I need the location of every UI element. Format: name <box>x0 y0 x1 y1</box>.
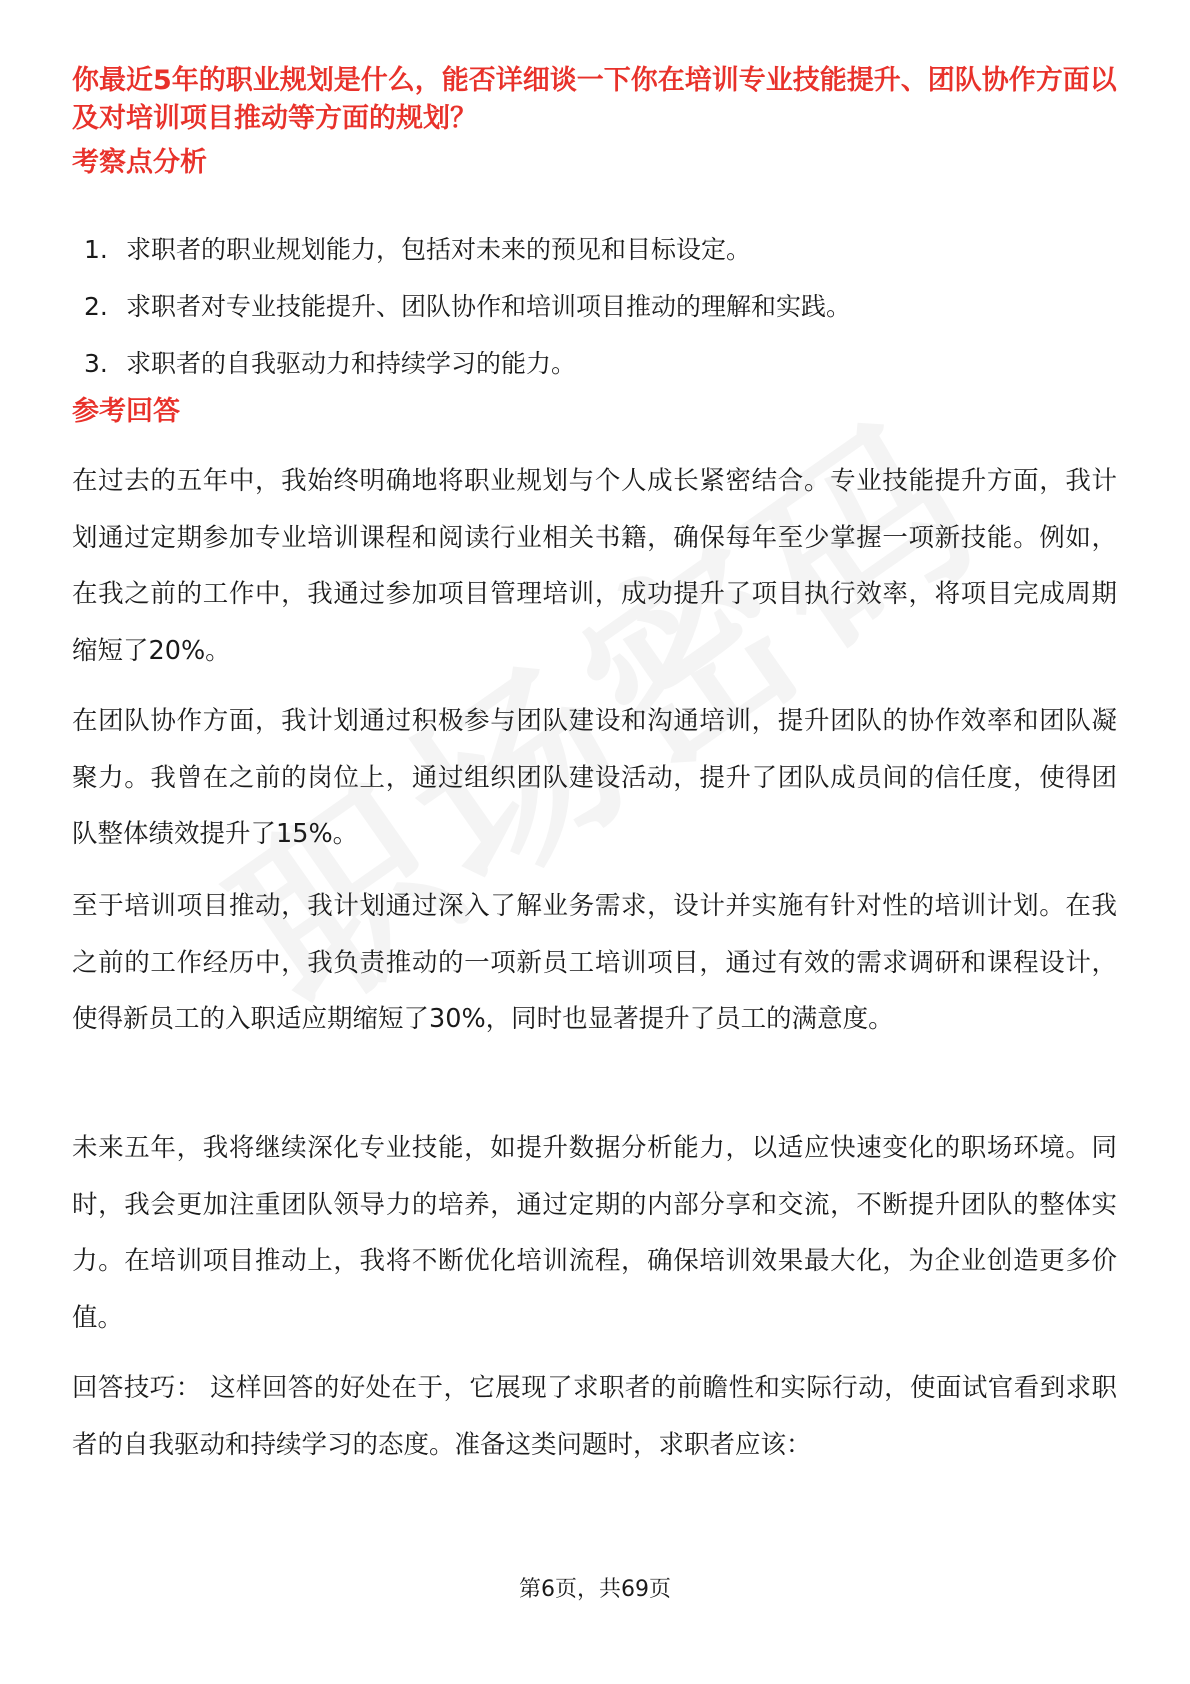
list-item-number: 1. <box>84 235 108 264</box>
answer-title: 参考回答 <box>72 396 180 427</box>
answer-tips-paragraph: 回答技巧： 这样回答的好处在于，它展现了求职者的前瞻性和实际行动，使面试官看到求职者的自我驱动和持续学习的态度。准备这类问题时，求职者应该： <box>72 1373 1117 1460</box>
analysis-title: 考察点分析 <box>72 147 207 178</box>
list-item <box>84 289 1104 325</box>
analysis-points-list <box>84 232 1104 403</box>
page-number-footer: 第6页，共69页 <box>519 1577 671 1602</box>
list-item-text: 求职者对专业技能提升、团队协作和培训项目推动的理解和实践。 <box>126 292 852 321</box>
list-item <box>84 346 1104 382</box>
answer-paragraph: 在团队协作方面，我计划通过积极参与团队建设和沟通培训，提升团队的协作效率和团队凝聚力。我曾在之前的岗位上，通过组织团队建设活动，提升了团队成员间的信任度，使得团队整体绩效提升了15%。 <box>72 706 1117 850</box>
question-heading: 你最近5年的职业规划是什么，能否详细谈一下你在培训专业技能提升、团队协作方面以及对培训项目推动等方面的规划？ <box>72 65 1117 134</box>
list-item-text: 求职者的职业规划能力，包括对未来的预见和目标设定。 <box>126 235 752 264</box>
list-item-number: 3. <box>84 349 108 378</box>
answer-paragraph: 未来五年，我将继续深化专业技能，如提升数据分析能力，以适应快速变化的职场环境。同时，我会更加注重团队领导力的培养，通过定期的内部分享和交流，不断提升团队的整体实力。在培训项目推动上，我将不断优化培训流程，确保培训效果最大化，为企业创造更多价值。 <box>72 1133 1117 1334</box>
answer-paragraph: 至于培训项目推动，我计划通过深入了解业务需求，设计并实施有针对性的培训计划。在我之前的工作经历中，我负责推动的一项新员工培训项目，通过有效的需求调研和课程设计，使得新员工的入职适应期缩短了30%，同时也显著提升了员工的满意度。 <box>72 891 1117 1035</box>
list-item-number: 2. <box>84 292 108 321</box>
list-item-text: 求职者的自我驱动力和持续学习的能力。 <box>126 349 577 378</box>
list-item <box>84 232 1104 268</box>
answer-paragraph: 在过去的五年中，我始终明确地将职业规划与个人成长紧密结合。专业技能提升方面，我计划通过定期参加专业培训课程和阅读行业相关书籍，确保每年至少掌握一项新技能。例如，在我之前的工作中，我通过参加项目管理培训，成功提升了项目执行效率，将项目完成周期缩短了20%。 <box>72 466 1117 667</box>
